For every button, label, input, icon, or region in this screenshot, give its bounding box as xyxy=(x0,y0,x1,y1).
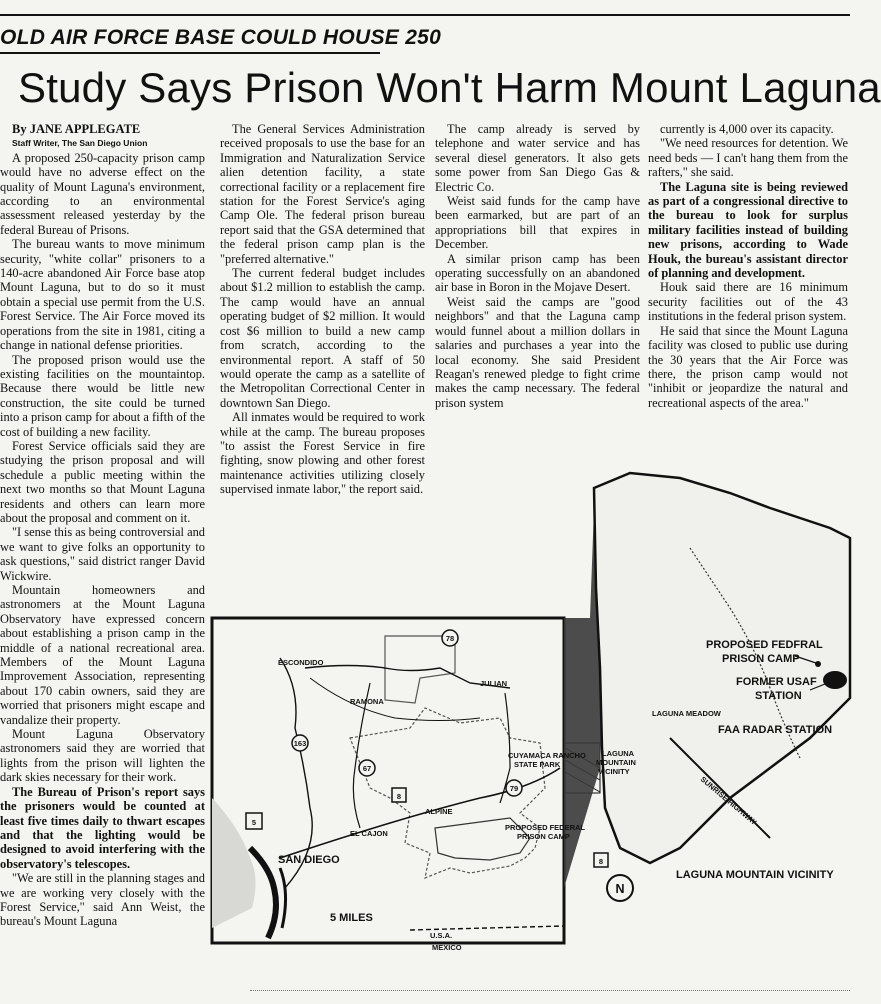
inset-former-label: FORMER USAF xyxy=(736,676,817,688)
paragraph: He said that since the Mount Laguna facility was closed to public use during the 30 years that the Air Force was there, the prison camp would not "inhibit or jeopardize the natural and recreational aspects of the area." xyxy=(648,323,848,410)
paragraph: The bureau wants to move minimum security, "white collar" prisoners to a 140-acre abandoned Air Force base atop Mount Laguna, but to do so it must obtain a special use permit from the U.S. Forest Service. The Air Force moved its operations from the site in 1981, citing a change in national defense priorities. xyxy=(0,237,205,353)
paragraph: "We need resources for detention. We need beds — I can't hang them from the rafters," she said. xyxy=(648,136,848,180)
bottom-rule xyxy=(250,990,850,997)
inset-map xyxy=(594,473,850,863)
paragraph: currently is 4,000 over its capacity. xyxy=(660,122,834,136)
route-163-label: 163 xyxy=(293,739,307,748)
paragraph: Forest Service officials said they are studying the prison proposal and will schedule a public meeting within the next two months so that Mount Laguna residents and others can learn more about the proposal and comment on it. xyxy=(0,438,205,525)
ramona-label: RAMONA xyxy=(350,697,384,706)
inset-proposed-label: PRISON CAMP xyxy=(722,653,800,665)
paragraph: All inmates would be required to work while at the camp. The bureau proposes "to assist the Forest Service in fire fighting, snow plowing and other forest maintenance activities utilizing closely supervised inmate labor," the report said. xyxy=(220,410,425,497)
proposed-camp-label: PROPOSED FEDERAL xyxy=(505,823,586,832)
mexico-label: MEXICO xyxy=(432,943,462,952)
state-park-label: STATE PARK xyxy=(514,760,561,769)
paragraph: The current federal budget includes about $1.2 million to establish the camp. The camp would have an annual operating budget of $2 million. It would cost $6 million to build a new camp from scratch, according to the environmental report. A staff of 50 would operate the camp as a satellite of the Metropolitan Correctional Center in downtown San Diego. xyxy=(220,266,425,410)
inset-former-label: STATION xyxy=(755,690,802,702)
san-diego-label: SAN DIEGO xyxy=(278,854,340,866)
byline-credit: Staff Writer, The San Diego Union xyxy=(12,138,148,149)
paragraph: A similar prison camp has been operating successfully on an abandoned air base in Boron in the Mojave Desert. xyxy=(435,251,640,295)
article-column-3 xyxy=(435,122,640,442)
laguna-vicinity-inset-label: LAGUNA MOUNTAIN VICINITY xyxy=(676,869,834,881)
interstate-5-label: 5 xyxy=(251,818,257,827)
paragraph: The camp already is served by telephone and water service and has several diesel generators. It also gets some power from San Diego Gas & Electric Co. xyxy=(435,122,640,194)
route-67-label: 67 xyxy=(362,764,372,773)
paragraph: "We are still in the planning stages and we are working very closely with the Forest Service," said Ann Weist, the bureau's Mount Laguna xyxy=(0,871,205,929)
el-cajon-label: EL CAJON xyxy=(350,829,388,838)
route-79-label: 79 xyxy=(509,784,519,793)
paragraph: The General Services Administration received proposals to use the base for an Immigration and Naturalization Service alien detention facility, a state correctional facility or a replacement fire station for the Forest Service's aging Camp Ole. The federal prison bureau report said that the GSA determined that the federal prison camp plan is the "preferred alternative." xyxy=(220,122,425,266)
paragraph: Weist said the camps are "good neighbors" and that the Laguna camp would funnel about a million dollars in salaries and purchases a year into the local economy. She said President Reagan's renewed pledge to fight crime makes the camp necessary. The federal prison system xyxy=(435,294,640,410)
map-graphic xyxy=(210,468,850,998)
proposed-camp-marker xyxy=(815,661,821,667)
laguna-vicinity-label: LAGUNA xyxy=(602,749,635,758)
usa-label: U.S.A. xyxy=(430,931,453,940)
paragraph: A proposed 250-capacity prison camp would have no adverse effect on the quality of Mount Laguna's environment, according to an environmental assessment released yesterday by the federal Bureau of Prisons. xyxy=(0,150,205,237)
paragraph: Weist said funds for the camp have been earmarked, but are part of an appropriations bill that expires in December. xyxy=(435,194,640,252)
former-usaf-station-marker xyxy=(823,671,847,689)
escondido-label: ESCONDIDO xyxy=(278,658,324,667)
north-arrow xyxy=(607,875,633,901)
faa-radar-label: FAA RADAR STATION xyxy=(718,724,833,736)
laguna-meadow-label: LAGUNA MEADOW xyxy=(652,709,721,718)
inset-outline xyxy=(594,473,850,863)
route-8-label: 8 xyxy=(396,792,402,801)
paragraph: Houk said there are 16 minimum security facilities out of the 43 institutions in the federal prison system. xyxy=(648,280,848,324)
paragraph: The Laguna site is being reviewed as part of a congressional directive to the bureau to look for surplus military facilities instead of building new prisons, according to Wade Houk, the bureau's assistant director of planning and development. xyxy=(648,179,848,281)
article-column-1 xyxy=(0,122,205,1004)
main-headline: Study Says Prison Won't Harm Mount Laguna xyxy=(18,64,881,111)
county-map xyxy=(212,508,610,943)
byline: By JANE APPLEGATE xyxy=(12,122,141,136)
proposed-camp-label: PRISON CAMP xyxy=(517,832,570,841)
kicker-headline: OLD AIR FORCE BASE COULD HOUSE 250 xyxy=(0,26,380,54)
locator-map xyxy=(210,468,850,998)
route-78-label: 78 xyxy=(445,634,455,643)
sunrise-highway-label: SUNRISE HIGHWAY xyxy=(698,774,759,827)
paragraph: Mountain homeowners and astronomers at the Mount Laguna Observatory have expressed concern about establishing a prison camp in the middle of a national recreational area. Members of the Mount Laguna Improvement Association, representing about 170 cabin owners, said they are worried that prisoners might escape and vandalize their property. xyxy=(0,583,205,727)
top-rule xyxy=(0,14,850,16)
paragraph: The proposed prison would use the existing facilities on the mountaintop. Because there would be little new construction, the site could be turned into a prison camp for about a fifth of the cost of building a new facility. xyxy=(0,352,205,439)
cuyamaca-label: CUYAMACA RANCHO xyxy=(508,751,586,760)
paragraph: The Bureau of Prison's report says the prisoners would be counted at least five times daily to thwart escapes and that the lighting would be designed to avoid interfering with the observatory's telescopes. xyxy=(0,784,205,871)
paragraph: Mount Laguna Observatory astronomers said they are worried that lights from the prison will lighten the dark skies necessary for their work. xyxy=(0,727,205,785)
scale-label: 5 MILES xyxy=(330,912,373,924)
inset-proposed-label: PROPOSED FEDFRAL xyxy=(706,639,823,651)
julian-label: JULIAN xyxy=(480,679,508,688)
laguna-vicinity-label: MOUNTAIN xyxy=(596,758,636,767)
north-label: N xyxy=(615,882,625,896)
interstate-8-label: 8 xyxy=(598,857,604,866)
laguna-vicinity-label: VICINITY xyxy=(598,767,630,776)
article-column-4 xyxy=(648,122,848,432)
paragraph: "I sense this as being controversial and we want to give folks an opportunity to ask questions," said district ranger David Wickwire. xyxy=(0,525,205,583)
alpine-label: ALPINE xyxy=(425,807,453,816)
